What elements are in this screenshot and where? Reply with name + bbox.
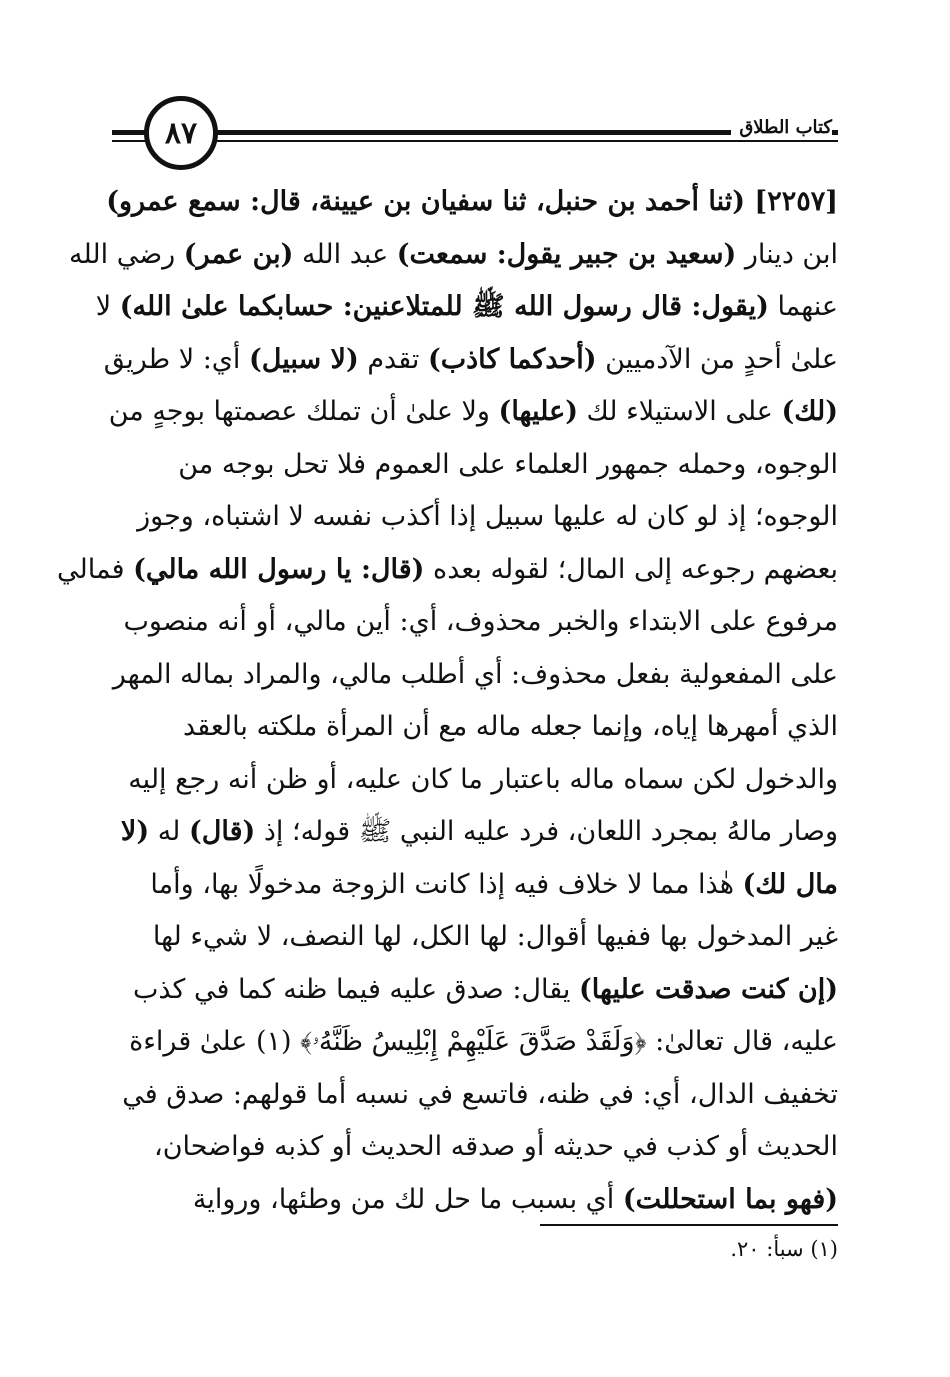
text-line <box>69 229 838 282</box>
footnote: (١) سبأ: ٢٠. <box>730 1237 838 1261</box>
text-segment: أي بسبب ما حل لك من وطئها، ورواية <box>192 1183 623 1215</box>
bold-text-segment: (يقول: قال رسول الله ﷺ للمتلاعنين: حسابكما علىٰ الله) <box>119 291 769 322</box>
page-number-badge <box>144 96 218 170</box>
bold-text-segment: (لا <box>120 816 150 847</box>
header-rule-thin <box>112 140 838 142</box>
text-line <box>114 1069 838 1122</box>
bold-text-segment: (عليها) <box>498 396 578 427</box>
bold-text-segment: [٢٢٥٧] (ثنا أحمد بن حنبل، ثنا سفيان بن عيينة، قال: سمع عمرو) <box>106 186 838 217</box>
page-number: ٨٧ <box>164 115 198 151</box>
bold-text-segment: (لا سبيل) <box>249 343 359 375</box>
text-segment: لا <box>95 291 120 322</box>
text-segment: عبد الله <box>293 238 397 270</box>
text-segment: ولا علىٰ أن تملك عصمتها بوجهٍ من <box>108 396 499 427</box>
text-segment: مرفوع على الابتداء والخبر محذوف، أي: أين مالي، أو أنه منصوب <box>123 606 838 637</box>
text-segment: والدخول لكن سماه ماله باعتبار ما كان عليه، أو ظن أنه رجع إليه <box>128 763 838 795</box>
text-segment: له <box>149 816 189 847</box>
bold-text-segment: (فهو بما استحللت) <box>622 1183 838 1215</box>
text-line <box>114 1121 838 1174</box>
text-line <box>95 281 838 334</box>
text-line <box>114 491 838 544</box>
bold-text-segment: (سعيد بن جبير يقول: سمعت) <box>396 238 737 270</box>
text-line <box>57 544 838 597</box>
bold-text-segment: (بن عمر) <box>183 238 294 270</box>
text-line <box>114 806 838 859</box>
bold-text-segment: (قال: يا رسول الله مالي) <box>133 553 425 585</box>
text-line <box>114 1174 838 1227</box>
text-segment: هٰذا مما لا خلاف فيه إذا كانت الزوجة مدخولًا بها، وأما <box>150 868 743 900</box>
text-segment: أي: لا طريق <box>103 343 250 375</box>
text-line <box>114 911 838 964</box>
text-segment: الذي أمهرها إياه، وإنما جعله ماله مع أن المرأة ملكته بالعقد <box>183 711 838 742</box>
text-line <box>114 754 838 807</box>
page-header <box>112 92 838 172</box>
text-segment: علىٰ أحدٍ من الآدميين <box>596 343 838 375</box>
text-line <box>114 964 838 1017</box>
bold-text-segment: (لك) <box>781 396 838 427</box>
bold-text-segment: مال لك) <box>742 868 838 900</box>
header-rule-thick <box>112 130 838 135</box>
text-line <box>114 596 838 649</box>
bold-text-segment: (إن كنت صدقت عليها) <box>579 973 838 1005</box>
main-text <box>57 176 838 1226</box>
text-segment: عليه، قال تعالىٰ: ﴿وَلَقَدْ صَدَّقَ عَلَيْهِمْ إِبْلِيسُ ظَنَّهُۥ﴾ (١) علىٰ قراءة <box>129 1026 838 1057</box>
text-segment: تخفيف الدال، أي: في ظنه، فاتسع في نسبه أما قولهم: صدق في <box>122 1078 838 1110</box>
bold-text-segment: (أحدكما كاذب) <box>427 343 597 375</box>
text-segment: على المفعولية بفعل محذوف: أي أطلب مالي، والمراد بماله المهر <box>112 658 838 690</box>
text-segment: عنهما <box>768 291 838 322</box>
text-segment: يقال: صدق عليه فيما ظنه كما في كذب <box>132 973 580 1005</box>
text-segment: على الاستيلاء لك <box>577 396 782 427</box>
text-line <box>114 1016 838 1069</box>
bold-text-segment: (قال) <box>188 816 256 847</box>
text-segment: الوجوه؛ إذ لو كان له عليها سبيل إذا أكذب نفسه لا اشتباه، وجوز <box>137 501 838 532</box>
text-line <box>106 176 838 229</box>
text-line <box>114 701 838 754</box>
text-line <box>114 439 838 492</box>
text-line <box>103 334 838 387</box>
footnote-separator <box>540 1224 838 1226</box>
text-line <box>114 859 838 912</box>
text-line <box>114 649 838 702</box>
text-segment: فمالي <box>57 553 134 585</box>
text-segment: رضي الله <box>69 238 184 270</box>
text-segment: وصار مالهُ بمجرد اللعان، فرد عليه النبي ﷺ قوله؛ إذ <box>255 816 838 847</box>
running-title: كتاب الطلاق <box>731 117 832 138</box>
text-segment: ابن دينار <box>736 238 838 270</box>
text-segment: بعضهم رجوعه إلى المال؛ لقوله بعده <box>424 553 838 585</box>
text-segment: غير المدخول بها ففيها أقوال: لها الكل، لها النصف، لا شيء لها <box>152 921 838 952</box>
text-segment: الحديث أو كذب في حديثه أو صدقه الحديث أو كذبه فواضحان، <box>154 1131 838 1162</box>
text-line <box>108 386 838 439</box>
text-segment: الوجوه، وحمله جمهور العلماء على العموم فلا تحل بوجه من <box>178 448 838 480</box>
text-segment: تقدم <box>358 343 428 375</box>
